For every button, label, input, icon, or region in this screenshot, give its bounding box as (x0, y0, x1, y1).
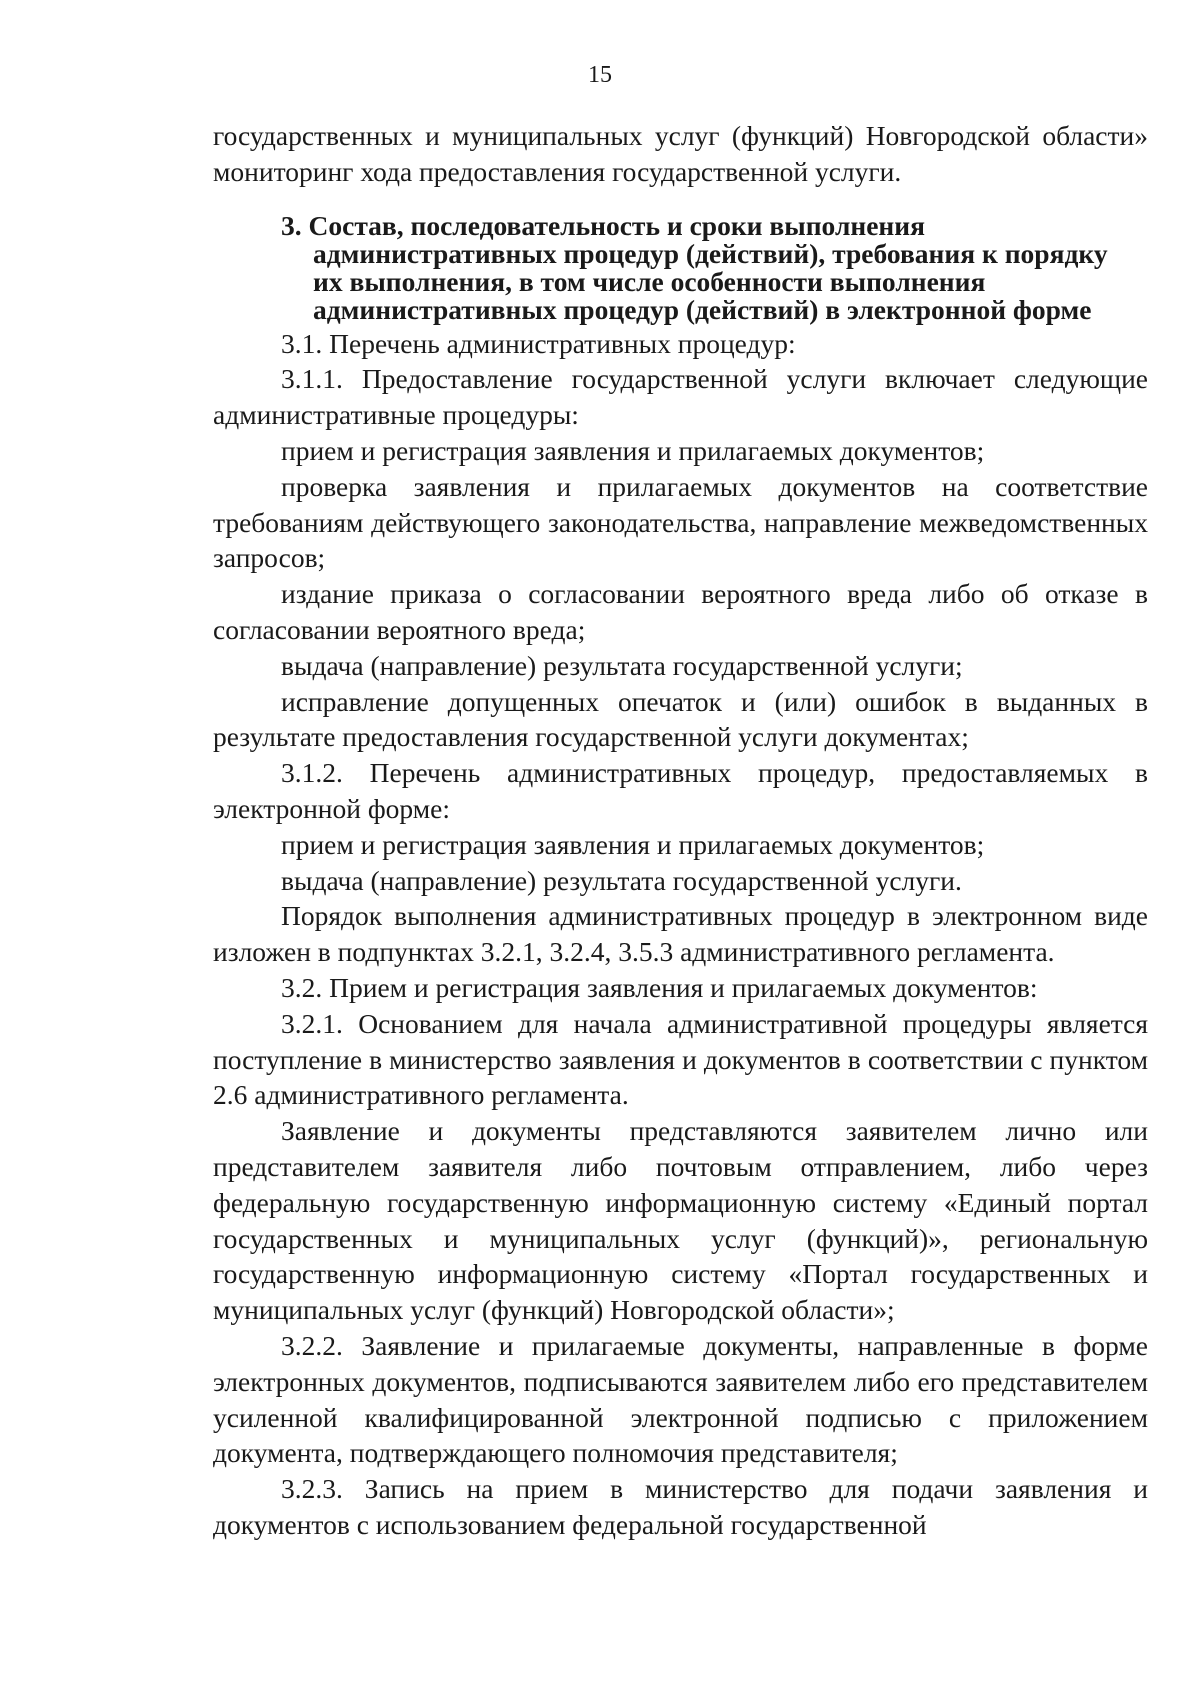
section-heading (213, 209, 1148, 325)
paragraph: выдача (направление) результата государственной услуги; (281, 649, 963, 681)
paragraph: прием и регистрация заявления и прилагаемых документов; (281, 828, 985, 860)
paragraph-continuation: государственных и муниципальных услуг (функций) Новгородской области» мониторинг хода предоставления государственной услуги. (213, 120, 1148, 187)
paragraph: издание приказа о согласовании вероятного вреда либо об отказе в согласовании вероятного вреда; (213, 578, 1148, 645)
paragraph: выдача (направление) результата государственной услуги. (281, 864, 962, 896)
paragraph: 3.1.1. Предоставление государственной услуги включает следующие административные процедуры: (213, 363, 1148, 431)
paragraph: 3.2.3. Запись на прием в министерство для подачи заявления и документов с использованием федеральной государственной (213, 1473, 1148, 1540)
paragraph: 3.2. Прием и регистрация заявления и прилагаемых документов: (281, 971, 1038, 1003)
paragraph: 3.2.1. Основанием для начала административной процедуры является поступление в министерство заявления и документов в соответствии с пунктом 2.6 административного регламента. (213, 1007, 1148, 1111)
paragraph: Порядок выполнения административных процедур в электронном виде изложен в подпунктах 3.2.1, 3.2.4, 3.5.3 административного регламента. (213, 900, 1148, 968)
section-heading-line: их выполнения, в том числе особенности выполнения (313, 265, 986, 297)
section-heading-line: административных процедур (действий) в электронной форме (313, 293, 1092, 325)
paragraph: прием и регистрация заявления и прилагаемых документов; (281, 434, 985, 466)
paragraph: Заявление и документы представляются заявителем лично или представителем заявителя либо почтовым отправлением, либо через федеральную государственную информационную систему «Единый портал государственных и муниципальных услуг (функций)», региональную государственную информационную систему «Портал государственных и муниципальных услуг (функций) Новгородской области»; (213, 1115, 1148, 1326)
paragraph: исправление допущенных опечаток и (или) ошибок в выданных в результате предоставления государственной услуги документах; (213, 685, 1148, 753)
paragraph: проверка заявления и прилагаемых документов на соответствие требованиям действующего законодательства, направление межведомственных запросов; (213, 470, 1148, 574)
document-body (213, 118, 1148, 1543)
section-heading-line: 3. Состав, последовательность и сроки выполнения (281, 209, 925, 241)
paragraph: 3.1. Перечень административных процедур: (281, 327, 796, 359)
section-heading-line: административных процедур (действий), требования к порядку (313, 237, 1108, 269)
page-number: 15 (588, 62, 612, 88)
paragraph: 3.1.2. Перечень административных процедур, предоставляемых в электронной форме: (213, 757, 1148, 824)
paragraph: 3.2.2. Заявление и прилагаемые документы, направленные в форме электронных документов, подписываются заявителем либо его представителем усиленной квалифицированной электронной подписью с приложением документа, подтверждающего полномочия представителя; (213, 1329, 1148, 1469)
